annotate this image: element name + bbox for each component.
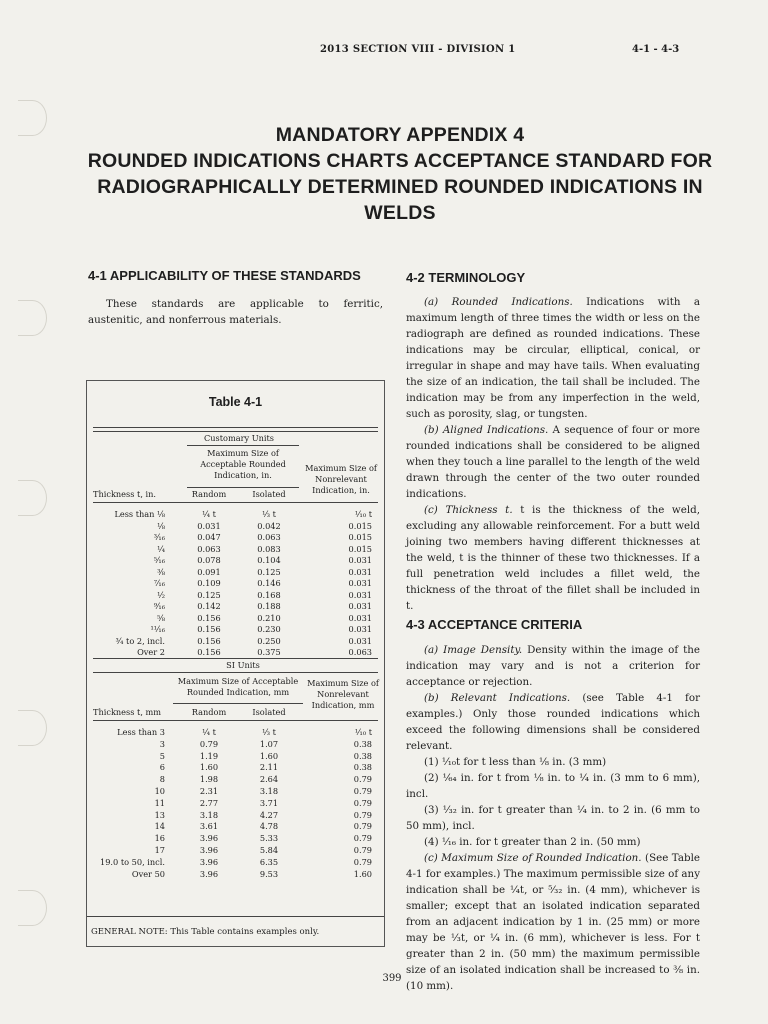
table-cell: 0.031 xyxy=(348,635,372,646)
table-cell: 0.38 xyxy=(353,762,372,773)
table-cell: 3.18 xyxy=(259,786,279,796)
table-row xyxy=(87,647,384,658)
table-cell: Over 50 xyxy=(131,868,165,879)
title-line: ROUNDED INDICATIONS CHARTS ACCEPTANCE STANDARD FOR xyxy=(87,150,713,172)
table-row xyxy=(87,810,384,821)
table-cell: 5.84 xyxy=(259,845,279,855)
paragraph xyxy=(406,422,700,502)
table-cell: 5.33 xyxy=(259,833,279,844)
table-cell: ¹⁄₄ t xyxy=(202,509,216,519)
table-cell: 0.063 xyxy=(197,543,221,554)
table-cell: 13 xyxy=(154,809,165,820)
header-title: 2013 SECTION VIII - DIVISION 1 xyxy=(320,44,516,55)
table-cell: 8 xyxy=(159,774,165,785)
table-cell: 3.96 xyxy=(199,868,219,879)
table-cell: 1.07 xyxy=(259,738,279,749)
paragraph: These standards are applicable to ferritic, austenitic, and nonferrous materials. xyxy=(88,298,383,326)
table-cell: 0.031 xyxy=(197,520,221,531)
table-cell: 0.031 xyxy=(348,578,372,588)
table-cell: 0.156 xyxy=(197,635,221,646)
criterion-label: (b) Relevant Indications. xyxy=(424,692,571,704)
paragraph xyxy=(406,502,700,614)
section-4-1-text xyxy=(88,296,383,328)
customary-thickness-header: Thickness t, in. xyxy=(93,489,157,499)
table-cell: 1.19 xyxy=(199,750,219,761)
table-cell: 0.79 xyxy=(199,738,219,749)
table-cell: 0.168 xyxy=(257,589,281,600)
table-cell: 3 xyxy=(159,738,165,749)
si-thickness-header: Thickness t, mm xyxy=(93,707,162,717)
table-cell: 4.78 xyxy=(259,821,279,832)
table-cell: 0.015 xyxy=(348,532,372,542)
table-row xyxy=(87,727,384,738)
table-cell: 11 xyxy=(154,797,165,808)
table-row xyxy=(87,845,384,856)
table-cell: 1.98 xyxy=(199,774,219,785)
table-cell: 6.35 xyxy=(259,856,279,867)
table-cell: 0.031 xyxy=(348,555,372,565)
table-row xyxy=(87,555,384,566)
table-cell: 0.125 xyxy=(257,566,281,577)
table-cell: 14 xyxy=(154,821,165,832)
table-row xyxy=(87,636,384,647)
table-cell: 0.230 xyxy=(257,624,281,634)
table-cell: 0.015 xyxy=(348,543,372,554)
term-label: (b) Aligned Indications. xyxy=(424,424,549,436)
table-cell: 9.53 xyxy=(259,868,279,879)
table-row xyxy=(87,590,384,601)
table-cell: 1.60 xyxy=(353,868,372,879)
si-random-header: Random xyxy=(191,707,227,717)
table-cell: 3.96 xyxy=(199,845,219,855)
appendix-title xyxy=(60,122,740,226)
list-item: (4) ¹⁄₁₆ in. for t greater than 2 in. (50 mm) xyxy=(424,836,641,848)
table-row xyxy=(87,762,384,773)
list-item: (1) ¹⁄₁₀t for t less than ¹⁄₈ in. (3 mm) xyxy=(424,756,607,768)
si-group-header: Maximum Size of Acceptable Rounded Indication, mm xyxy=(177,676,299,697)
table-cell: 3.61 xyxy=(199,821,219,832)
table-row xyxy=(87,774,384,785)
table-title: Table 4-1 xyxy=(208,395,263,409)
table-cell: 0.125 xyxy=(197,589,221,600)
criterion-text: (see Table 4-1 for examples.) Only those rounded indications which exceed the following dimensions shall be considered relevant. xyxy=(406,692,700,752)
criterion-label: (a) Image Density. xyxy=(424,644,523,656)
table-cell: ⁵⁄₁₆ xyxy=(153,555,165,565)
table-cell: ¹⁄₃ t xyxy=(262,509,276,519)
table-row xyxy=(87,613,384,624)
page-number: 399 xyxy=(382,973,402,984)
table-row xyxy=(87,869,384,880)
table-cell: Less than ¹⁄₈ xyxy=(114,509,165,519)
table-cell: Less than 3 xyxy=(117,727,165,737)
punch-hole-mark xyxy=(18,890,47,926)
title-line: WELDS xyxy=(364,202,436,224)
table-cell: 0.79 xyxy=(353,809,372,820)
table-cell: 0.047 xyxy=(197,532,221,542)
table-cell: ³⁄₈ xyxy=(157,566,165,577)
table-row xyxy=(87,544,384,555)
table-cell: 0.79 xyxy=(353,797,372,808)
table-row xyxy=(87,601,384,612)
table-cell: 0.083 xyxy=(257,543,281,554)
table-cell: 0.031 xyxy=(348,612,372,623)
criterion-text: (See Table 4-1 for examples.) The maximum permissible size of any indication shall be ¹⁄₄t, or ⁵⁄₃₂ in. (4 mm), whichever is smaller; except that an isolated indication separated from an adjacent indication by 1 in. (25 mm) or more may be ¹⁄₃t, or ¹⁄₄ in. (6 mm), whichever is less. For t greater than 2 in. (50 mm) the maximum permissible size of an isolated indication shall be increased to ³⁄₈ in. (10 mm). xyxy=(406,852,701,992)
table-cell: 0.156 xyxy=(197,624,221,634)
table-cell: 0.042 xyxy=(257,520,281,531)
table-cell: 16 xyxy=(154,833,165,844)
paragraph xyxy=(406,850,700,994)
table-cell: 4.27 xyxy=(259,809,279,820)
table-row xyxy=(87,509,384,520)
section-4-3-text xyxy=(406,642,700,994)
table-cell: 0.38 xyxy=(353,738,372,749)
table-cell: 3.96 xyxy=(199,833,219,844)
list-item: (3) ¹⁄₃₂ in. for t greater than ¹⁄₄ in. to 2 in. (6 mm to 50 mm), incl. xyxy=(406,804,700,832)
table-cell: 3.96 xyxy=(199,856,219,867)
table-cell: 0.146 xyxy=(257,578,281,588)
table-cell: 0.375 xyxy=(257,647,281,657)
table-4-1 xyxy=(86,380,385,947)
table-cell: 2.77 xyxy=(199,797,219,808)
table-cell: ¹⁄₄ xyxy=(157,543,165,554)
header-section-range: 4-1 - 4-3 xyxy=(632,44,680,55)
table-cell: 0.142 xyxy=(197,601,221,611)
criterion-label: (c) Maximum Size of Rounded Indication. xyxy=(424,852,642,864)
table-row xyxy=(87,578,384,589)
table-cell: 0.38 xyxy=(353,750,372,761)
paragraph xyxy=(406,294,700,422)
table-cell: 17 xyxy=(154,845,165,855)
table-row xyxy=(87,821,384,832)
table-cell: 0.79 xyxy=(353,845,372,855)
customary-nonrelevant-header: Maximum Size of Nonrelevant Indication, in. xyxy=(305,463,377,495)
punch-hole-mark xyxy=(18,710,47,746)
section-4-3-heading: 4-3 ACCEPTANCE CRITERIA xyxy=(406,617,583,632)
paragraph xyxy=(406,642,700,690)
table-cell: 0.156 xyxy=(197,612,221,623)
table-cell: 0.210 xyxy=(257,612,281,623)
table-cell: 0.79 xyxy=(353,833,372,844)
table-cell: 2.31 xyxy=(199,786,219,796)
table-cell: 0.063 xyxy=(348,647,372,657)
table-cell: ⁷⁄₁₆ xyxy=(153,578,165,588)
section-4-2-heading: 4-2 TERMINOLOGY xyxy=(406,270,526,285)
table-cell: 0.031 xyxy=(348,566,372,577)
table-row xyxy=(87,624,384,635)
term-label: (a) Rounded Indications. xyxy=(424,296,573,308)
table-cell: 10 xyxy=(154,786,165,796)
customary-units-label: Customary Units xyxy=(203,433,275,443)
table-row xyxy=(87,786,384,797)
customary-group-header: Maximum Size of Acceptable Rounded Indication, in. xyxy=(200,448,286,480)
punch-hole-mark xyxy=(18,300,47,336)
table-cell: Over 2 xyxy=(137,647,165,657)
si-isolated-header: Isolated xyxy=(252,707,286,717)
paragraph xyxy=(406,690,700,754)
title-line: MANDATORY APPENDIX 4 xyxy=(275,124,525,146)
table-cell: 0.015 xyxy=(348,520,372,531)
table-cell: 0.79 xyxy=(353,786,372,796)
table-cell: 0.79 xyxy=(353,856,372,867)
table-cell: 0.091 xyxy=(197,566,221,577)
table-cell: 0.109 xyxy=(197,578,221,588)
table-row xyxy=(87,857,384,868)
table-cell: 0.104 xyxy=(257,555,281,565)
table-row xyxy=(87,833,384,844)
table-cell: 0.078 xyxy=(197,555,221,565)
table-cell: 0.79 xyxy=(353,774,372,785)
table-cell: ¹⁄₄ t xyxy=(202,727,216,737)
table-cell: 0.031 xyxy=(348,589,372,600)
term-text: A sequence of four or more rounded indications shall be considered to be aligned when they touch a line parallel to the length of the weld drawn through the center of the two outer rounded indications. xyxy=(406,424,700,500)
table-row xyxy=(87,798,384,809)
table-row xyxy=(87,567,384,578)
table-cell: 0.156 xyxy=(197,647,221,657)
si-nonrelevant-header: Maximum Size of Nonrelevant Indication, mm xyxy=(307,678,379,710)
term-text: Indications with a maximum length of three times the width or less on the radiograph are defined as rounded indications. These indications may be circular, elliptical, conical, or irregular in shape and may have tails. When evaluating the size of an indication, the tail shall be included. The indication may be from any imperfection in the weld, such as porosity, slag, or tungsten. xyxy=(406,296,700,420)
table-cell: 3.18 xyxy=(199,809,219,820)
table-cell: 0.79 xyxy=(353,821,372,832)
table-cell: 2.64 xyxy=(259,774,279,785)
table-cell: ⁹⁄₁₆ xyxy=(153,601,165,611)
table-row xyxy=(87,739,384,750)
table-cell: 0.031 xyxy=(348,624,372,634)
table-cell: ¹¹⁄₁₆ xyxy=(150,624,165,634)
table-cell: ¹⁄₂ xyxy=(157,589,165,600)
table-cell: ¹⁄₁₀ t xyxy=(354,509,372,519)
customary-random-header: Random xyxy=(191,489,227,499)
si-units-label: SI Units xyxy=(226,660,260,670)
table-cell: ⁵⁄₈ xyxy=(157,612,165,623)
section-4-2-text xyxy=(406,294,700,614)
table-cell: 1.60 xyxy=(259,750,279,761)
table-cell: 3.71 xyxy=(259,797,279,808)
table-cell: 6 xyxy=(159,762,165,773)
table-row xyxy=(87,532,384,543)
list-item: (2) ¹⁄₆₄ in. for t from ¹⁄₈ in. to ¹⁄₄ in. (3 mm to 6 mm), incl. xyxy=(406,772,700,800)
term-label: (c) Thickness t. xyxy=(424,504,513,516)
punch-hole-mark xyxy=(18,100,47,136)
table-cell: ³⁄₁₆ xyxy=(153,532,165,542)
table-cell: ¹⁄₃ t xyxy=(262,727,276,737)
table-cell: 0.031 xyxy=(348,601,372,611)
title-line: RADIOGRAPHICALLY DETERMINED ROUNDED INDICATIONS IN xyxy=(97,176,703,198)
table-cell: 1.60 xyxy=(199,762,219,773)
term-text: t is the thickness of the weld, excluding any allowable reinforcement. For a butt weld joining two members having different thicknesses at the weld, t is the thinner of these two thicknesses. If a full penetration weld includes a fillet weld, the thickness of the throat of the fillet shall be included in t. xyxy=(406,504,701,612)
section-4-1-heading: 4-1 APPLICABILITY OF THESE STANDARDS xyxy=(88,268,361,283)
table-cell: 2.11 xyxy=(259,762,279,773)
table-cell: 0.188 xyxy=(257,601,281,611)
criterion-text: Density within the image of the indication may vary and is not a criterion for acceptance or rejection. xyxy=(406,644,700,688)
table-cell: ¹⁄₁₀ t xyxy=(354,727,372,737)
running-header xyxy=(0,44,768,58)
table-cell: 0.250 xyxy=(257,635,281,646)
table-cell: ³⁄₄ to 2, incl. xyxy=(115,635,165,646)
table-general-note: GENERAL NOTE: This Table contains examples only. xyxy=(91,927,320,937)
table-cell: ¹⁄₈ xyxy=(157,520,165,531)
table-cell: 0.063 xyxy=(257,532,281,542)
punch-hole-mark xyxy=(18,480,47,516)
table-cell: 5 xyxy=(159,750,165,761)
customary-isolated-header: Isolated xyxy=(252,489,286,499)
table-row xyxy=(87,521,384,532)
table-cell: 19.0 to 50, incl. xyxy=(100,856,165,867)
table-row xyxy=(87,751,384,762)
